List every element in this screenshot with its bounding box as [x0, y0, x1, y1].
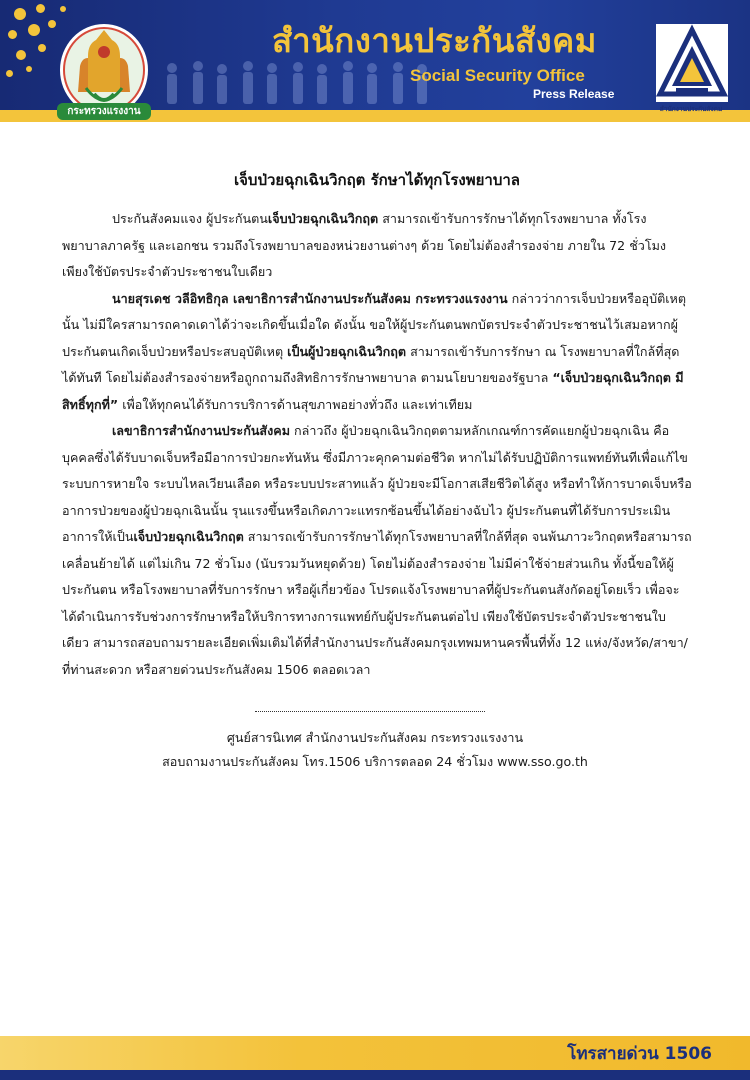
press-release-body [62, 168, 692, 683]
footer-contact: สอบถามงานประกันสังคม โทร.1506 บริการตลอด 24 ชั่วโมง www.sso.go.th [162, 754, 588, 769]
paragraph-3 [62, 418, 692, 683]
ministry-label: กระทรวงแรงงาน [57, 103, 151, 120]
dotted-divider [255, 711, 485, 712]
office-title-thai: สำนักงานประกันสังคม [272, 21, 597, 60]
paragraph-2 [62, 286, 692, 419]
paragraph-1 [62, 206, 692, 286]
p2-text-f: เพื่อให้ทุกคนได้รับการบริการด้านสุขภาพอย่างทั่วถึง และเท่าเทียม [118, 396, 473, 412]
p2-bold-slogan: “เจ็บป่วยฉุกเฉินวิกฤต มีสิทธิ์ทุกที่” [62, 370, 684, 412]
headline: เจ็บป่วยฉุกเฉินวิกฤต รักษาได้ทุกโรงพยาบาล [234, 171, 520, 189]
p2-bold-secretary-name: นายสุรเดช วลีอิทธิกุล เลขาธิการสำนักงานประกันสังคม กระทรวงแรงงาน [112, 290, 508, 306]
p2-bold-critical-patient: เป็นผู้ป่วยฉุกเฉินวิกฤต [287, 343, 407, 359]
press-release-label: Press Release [533, 87, 615, 101]
sso-logo [656, 24, 728, 102]
hotline-label: โทรสายด่วน 1506 [567, 1044, 712, 1064]
letterhead-banner [0, 0, 750, 122]
p2-text-b: กล่าวว่าการเจ็บป่วยหรืออุบัติเหตุนั้น ไม่มีใครสามารถคาดเดาได้ว่าจะเกิดขึ้นเมื่อใด ดังนั้น ขอให้ผู้ประกันตนพกบัตรประจำตัวประชาชนไว้เสมอหากผู้ประกันตนเกิดเจ็บป่วยหรือประสบอุบัติเหตุ [62, 290, 687, 359]
p3-bold-secretary-title: เลขาธิการสำนักงานประกันสังคม [112, 423, 290, 438]
bottom-banner [0, 1022, 750, 1080]
p3-bold-emergency: เจ็บป่วยฉุกเฉินวิกฤต [133, 529, 244, 544]
sso-logo-caption: สำนักงานประกันสังคม [659, 105, 723, 113]
footer-department: ศูนย์สารนิเทศ สำนักงานประกันสังคม กระทรวงแรงงาน [226, 730, 524, 745]
p3-text-d: สามารถเข้ารับการรักษาได้ทุกโรงพยาบาลที่ใกล้ที่สุด จนพ้นภาวะวิกฤตหรือสามารถเคลื่อนย้ายได้ แต่ไม่เกิน 72 ชั่วโมง (นับรวมวันหยุดด้วย) โดยไม่ต้องสำรองจ่าย ไม่มีค่าใช้จ่ายส่วนเกิน ทั้งนี้ขอให้ผู้ประกันตน หรือโรงพยาบาลที่รับการรักษา หรือผู้เกี่ยวข้อง โปรดแจ้งโรงพยาบาลที่ผู้ประกันตนสังกัดอยู่โดยเร็ว เพื่อจะได้ดำเนินการรับช่วงการรักษาหรือให้บริการทางการแพทย์กับผู้ประกันตนต่อไป เพียงใช้บัตรประจำตัวประชาชนใบเดียว สามารถสอบถามรายละเอียดเพิ่มเติมได้ที่สำนักงานประกันสังคมกรุงเทพมหานครพื้นที่ทั้ง 12 แห่ง/จังหวัด/สาขา/ที่ท่านสะดวก หรือสายด่วนประกันสังคม 1506 ตลอดเวลา [62, 529, 692, 677]
p1-text-a: ประกันสังคมแจง ผู้ประกันตน [112, 211, 268, 226]
p1-bold-emergency: เจ็บป่วยฉุกเฉินวิกฤต [267, 211, 379, 226]
p1-text-c: สามารถเข้ารับการรักษาได้ทุกโรงพยาบาล ทั้งโรงพยาบาลภาครัฐ และเอกชน รวมถึงโรงพยาบาลของหน่วยงานต่างๆ ด้วย โดยไม่ต้องสำรองจ่าย ภายใน 72 ชั่วโมง เพียงใช้บัตรประจำตัวประชาชนใบเดียว [62, 211, 667, 279]
bottom-navy-band [0, 1070, 750, 1080]
office-title-english: Social Security Office [410, 66, 585, 85]
p3-text-b: กล่าวถึง ผู้ป่วยฉุกเฉินวิกฤตตามหลักเกณฑ์การคัดแยกผู้ป่วยฉุกเฉิน คือ บุคคลซึ่งได้รับบาดเจ็บหรือมีอาการป่วยกะทันหัน ซึ่งมีภาวะคุกคามต่อชีวิต หากไม่ได้รับปฏิบัติการแพทย์ทันทีเพื่อแก้ไขระบบการหายใจ ระบบไหลเวียนเลือด หรือระบบประสาทแล้ว ผู้ป่วยจะมีโอกาสเสียชีวิตได้สูง หรือทำให้การบาดเจ็บหรืออาการป่วยของผู้ป่วยฉุกเฉินนั้น รุนแรงขึ้นหรือเกิดภาวะแทรกซ้อนขึ้นได้อย่างฉับไว ผู้ประกันตนที่ได้รับการประเมินอาการให้เป็น [62, 423, 692, 544]
p2-text-d: สามารถเข้ารับการรักษา ณ โรงพยาบาลที่ใกล้ที่สุดได้ทันที โดยไม่ต้องสำรองจ่ายหรือถูกถามถึงสิทธิการรักษาพยาบาล ตามนโยบายของรัฐบาล [62, 343, 680, 385]
